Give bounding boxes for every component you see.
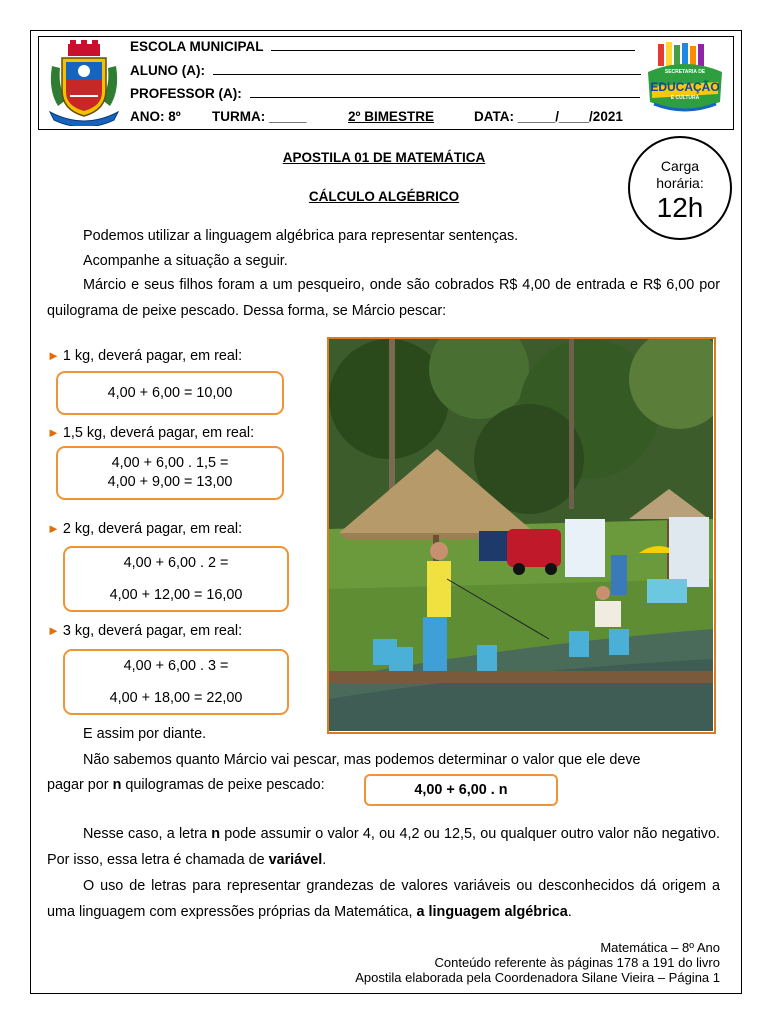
- example-1-line1: 4,00 + 6,00 = 10,00: [107, 385, 233, 401]
- workload-label-line2: horária:: [656, 175, 704, 191]
- intro-paragraph-3: Márcio e seus filhos foram a um pesqueiro, onde são cobrados R$ 4,00 de entrada e R$ 6,00 por quilograma de peixe pescado. Dessa forma, se Márcio pescar:: [47, 277, 720, 319]
- example-3-line2: 4,00 + 12,00 = 16,00: [109, 587, 243, 603]
- general-formula-box: 4,00 + 6,00 . n: [364, 774, 558, 806]
- example-4-box: [63, 649, 289, 715]
- example-1-label: ► 1 kg, deverá pagar, em real:: [47, 348, 243, 364]
- right-triangle-icon: ►: [47, 425, 60, 440]
- example-3-label: ► 2 kg, deverá pagar, em real:: [47, 521, 243, 537]
- example-2-line2: 4,00 + 9,00 = 13,00: [107, 474, 233, 490]
- example-4-line2: 4,00 + 18,00 = 22,00: [109, 690, 243, 706]
- example-1-box: [56, 371, 284, 415]
- term-label: 2º BIMESTRE: [348, 109, 434, 124]
- paragraph-unknown-line2: pagar por n quilogramas de peixe pescado:: [47, 777, 325, 793]
- example-4-label: ► 3 kg, deverá pagar, em real:: [47, 623, 243, 639]
- paragraph-algebraic-language: O uso de letras para representar grandezas de valores variáveis ou desconhecidos dá origem a uma linguagem com expressões próprias da Matemática, a linguagem algébrica.: [47, 878, 720, 920]
- example-2-label: ► 1,5 kg, deverá pagar, em real:: [47, 425, 255, 441]
- paragraph-variable-definition: Nesse caso, a letra n pode assumir o valor 4, ou 4,2 ou 12,5, ou qualquer outro valor não negativo. Por isso, essa letra é chamada de variável.: [47, 826, 720, 868]
- teacher-line: [130, 85, 640, 103]
- logo-text-educacao: EDUCAÇÃO: [650, 80, 720, 94]
- logo-text-cultura: E CULTURA: [670, 95, 700, 101]
- fishing-lake-photo: [327, 337, 716, 734]
- logo-text-secretaria: SECRETARIA DE: [664, 69, 706, 75]
- school-line: [130, 38, 635, 56]
- intro-paragraph-1: Podemos utilizar a linguagem algébrica para representar sentenças.: [83, 228, 519, 244]
- example-3-line1: 4,00 + 6,00 . 2 =: [123, 555, 229, 571]
- municipal-coat-of-arms-logo: [46, 40, 122, 126]
- page-title: APOSTILA 01 DE MATEMÁTICA: [282, 150, 486, 165]
- page-subtitle: CÁLCULO ALGÉBRICO: [308, 189, 460, 204]
- student-label: ALUNO (A):: [130, 63, 205, 78]
- etc-text: E assim por diante.: [83, 726, 207, 742]
- student-name-field[interactable]: [213, 63, 641, 75]
- example-2-line1: 4,00 + 6,00 . 1,5 =: [111, 455, 229, 471]
- example-3-box: [63, 546, 289, 612]
- workload-label-line1: Carga: [660, 158, 700, 174]
- footer-author-page: Apostila elaborada pela Coordenadora Silane Vieira – Página 1: [355, 970, 720, 985]
- paragraph-unknown-line1: Não sabemos quanto Márcio vai pescar, mas podemos determinar o valor que ele deve: [83, 752, 641, 768]
- teacher-name-field[interactable]: [250, 86, 640, 98]
- footer-subject: Matemática – 8º Ano: [600, 940, 720, 955]
- class-label: TURMA: _____: [212, 109, 307, 124]
- year-label: ANO: 8º: [130, 109, 181, 124]
- teacher-label: PROFESSOR (A):: [130, 86, 242, 101]
- example-2-box: [56, 446, 284, 500]
- variable-n-bold: n: [112, 777, 122, 793]
- workload-value: 12h: [656, 192, 704, 223]
- student-line: [130, 62, 641, 80]
- example-4-line1: 4,00 + 6,00 . 3 =: [123, 658, 229, 674]
- date-label: DATA: _____/____/2021: [474, 109, 623, 124]
- intro-paragraph-2: Acompanhe a situação a seguir.: [83, 253, 288, 269]
- school-label: ESCOLA MUNICIPAL: [130, 39, 264, 54]
- footer-book-pages: Conteúdo referente às páginas 178 a 191 do livro: [434, 955, 720, 970]
- right-triangle-icon: ►: [47, 623, 60, 638]
- right-triangle-icon: ►: [47, 521, 60, 536]
- education-secretariat-logo: [644, 42, 726, 124]
- right-triangle-icon: ►: [47, 348, 60, 363]
- school-name-field[interactable]: [271, 39, 635, 51]
